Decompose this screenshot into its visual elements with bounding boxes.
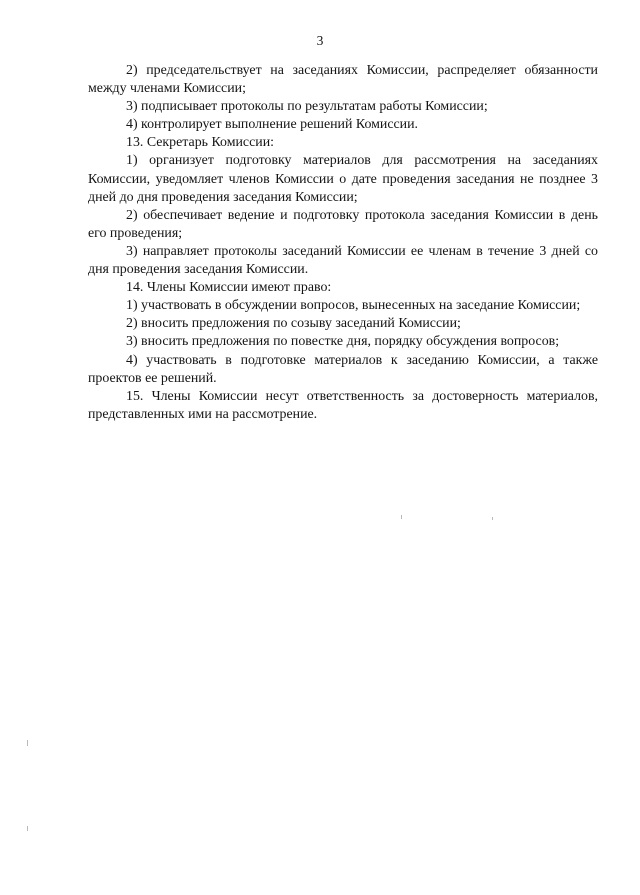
page-number: 3 — [316, 33, 324, 48]
paragraph: 4) участвовать в подготовке материалов к заседанию Комиссии, а также проектов ее решений. — [88, 352, 598, 386]
section-heading: 13. Секретарь Комиссии: — [126, 135, 274, 151]
scan-speck — [27, 740, 28, 746]
scan-speck — [492, 517, 493, 520]
paragraph: 2) председательствует на заседаниях Комиссии, распределяет обязанности между членами Комиссии; — [88, 63, 598, 97]
paragraph: 4) контролирует выполнение решений Комиссии. — [126, 117, 419, 133]
paragraph: 3) подписывает протоколы по результатам работы Комиссии; — [126, 99, 488, 115]
paragraph: 1) организует подготовку материалов для рассмотрения на заседаниях Комиссии, уведомляет членов Комиссии о дате проведения заседания не позднее 3 дней до дня проведения заседания Комиссии; — [88, 153, 598, 205]
document-body — [88, 62, 598, 424]
paragraph: 2) вносить предложения по созыву заседаний Комиссии; — [126, 316, 461, 332]
paragraph: 15. Члены Комиссии несут ответственность за достоверность материалов, представленных ими на рассмотрение. — [88, 388, 598, 422]
paragraph: 3) направляет протоколы заседаний Комиссии ее членам в течение 3 дней со дня проведения заседания Комиссии. — [88, 243, 598, 278]
scan-speck — [27, 826, 28, 831]
scan-speck — [401, 515, 402, 519]
paragraph: 3) вносить предложения по повестке дня, порядку обсуждения вопросов; — [126, 334, 560, 350]
paragraph: 2) обеспечивает ведение и подготовку протокола заседания Комиссии в день его проведения; — [88, 207, 598, 241]
section-heading: 14. Члены Комиссии имеют право: — [126, 280, 332, 296]
paragraph: 1) участвовать в обсуждении вопросов, вынесенных на заседание Комиссии; — [126, 298, 581, 314]
